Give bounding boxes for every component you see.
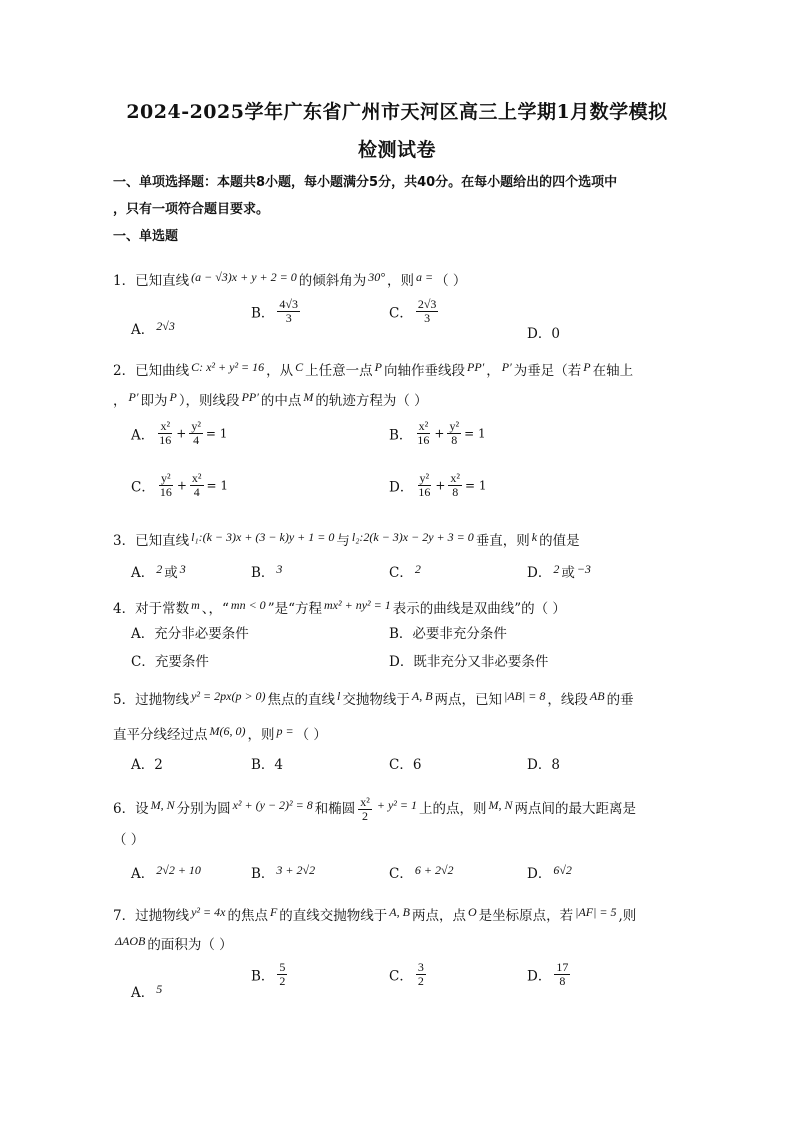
q4-option-c[interactable]: C．充要条件 <box>131 654 209 670</box>
section-header-cont: ，只有一项符合题目要求。 <box>113 202 270 217</box>
q7-option-c[interactable]: C． $\frac{3}{2}$ <box>389 960 424 988</box>
page-title: 2024-2025学年广东省广州市天河区高三上学期1月数学模拟 <box>126 101 668 123</box>
question-5: 5．过抛物线 y² = 2px(p > 0) 焦点的直线 l 交抛物线于 A, B 两点，已知 |AB| = 8 ，线段 AB 的垂 <box>113 689 634 708</box>
q4-option-a[interactable]: A．充分非必要条件 <box>131 626 249 642</box>
q2-option-d[interactable]: D． $\frac{\text{y²}}{16}$ + $\frac{\text{x²}}{8}$ = 1 <box>389 471 487 499</box>
question-6: 6．设 M, N 分别为圆 x² + (y − 2)² = 8 和椭圆 $\frac{\text{x²}}{2}$ + y² = 1 上的点，则 M, N 两点间的最大距离是 <box>113 795 636 823</box>
q2-option-a[interactable]: A． $\frac{\text{x²}}{16}$ + $\frac{\text{y²}}{4}$ = 1 <box>131 419 228 447</box>
q1-option-a[interactable]: A． 2√3 <box>131 319 175 338</box>
question-1: 1．已知直线 (a − √3)x + y + 2 = 0 的倾斜角为 30° ，则 a = （ ） <box>113 270 467 289</box>
q3-option-d[interactable]: D． 2 或 −3 <box>527 562 591 581</box>
q6-option-b[interactable]: B． 3 + 2√2 <box>251 863 316 882</box>
q3-option-b[interactable]: B． 3 <box>251 562 283 581</box>
subsection-title: 一、单选题 <box>113 229 179 244</box>
q1-option-d[interactable]: D．0 <box>527 326 560 342</box>
question-2: 2．已知曲线 C: x² + y² = 16 ，从 C 上任意一点 P 向轴作垂线段 PP′ ， P′ 为垂足（若 P 在轴上 <box>113 360 634 379</box>
question-7-cont: ΔAOB 的面积为（ ） <box>115 934 233 953</box>
q1-equation: (a − √3)x + y + 2 = 0 <box>191 270 297 284</box>
q5-option-c[interactable]: C．6 <box>389 757 422 773</box>
q1-option-b[interactable]: B． $\frac{4√3}{3}$ <box>251 297 299 325</box>
q6-option-d[interactable]: D． 6√2 <box>527 863 572 882</box>
question-6-cont: （ ） <box>113 832 145 848</box>
q5-option-a[interactable]: A．2 <box>131 757 163 773</box>
q7-option-d[interactable]: D． $\frac{17}{8}$ <box>527 960 569 988</box>
page-title-cont: 检测试卷 <box>357 139 436 161</box>
q7-option-b[interactable]: B． $\frac{5}{2}$ <box>251 960 286 988</box>
question-3: 3．已知直线 l₁:(k − 3)x + (3 − k)y + 1 = 0 与 l₂:2(k − 3)x − 2y + 3 = 0 垂直，则 k 的值是 <box>113 530 580 549</box>
q2-option-b[interactable]: B． $\frac{\text{x²}}{16}$ + $\frac{\text{y²}}{8}$ = 1 <box>389 419 486 447</box>
q4-option-d[interactable]: D．既非充分又非必要条件 <box>389 654 549 670</box>
question-4: 4．对于常数 m 、，“ mn < 0 ”是“方程 mx² + ny² = 1 表示的曲线是双曲线”的（ ） <box>113 598 566 617</box>
q4-option-b[interactable]: B．必要非充分条件 <box>389 626 507 642</box>
q5-option-d[interactable]: D．8 <box>527 757 560 773</box>
question-7: 7．过抛物线 y² = 4x 的焦点 F 的直线交抛物线于 A, B 两点，点 O 是坐标原点，若 |AF| = 5 ,则 <box>113 905 637 924</box>
q3-option-a[interactable]: A． 2 或 3 <box>131 562 186 581</box>
q2-option-c[interactable]: C． $\frac{\text{y²}}{16}$ + $\frac{\text{x²}}{4}$ = 1 <box>131 471 229 499</box>
question-2-cont: ， P′ 即为 P ），则线段 PP′ 的中点 M 的轨迹方程为（ ） <box>113 390 428 409</box>
section-header: 一、单项选择题：本题共8小题，每小题满分5分，共40分。在每小题给出的四个选项中 <box>113 175 618 190</box>
q6-option-a[interactable]: A． 2√2 + 10 <box>131 863 201 882</box>
q7-option-a[interactable]: A． 5 <box>131 982 163 1001</box>
q6-option-c[interactable]: C． 6 + 2√2 <box>389 863 454 882</box>
q1-option-c[interactable]: C． $\frac{2√3}{3}$ <box>389 297 437 325</box>
q3-option-c[interactable]: C． 2 <box>389 562 421 581</box>
question-5-cont: 直平分线经过点 M(6, 0) ，则 p = （ ） <box>113 724 327 743</box>
q5-option-b[interactable]: B．4 <box>251 757 284 773</box>
